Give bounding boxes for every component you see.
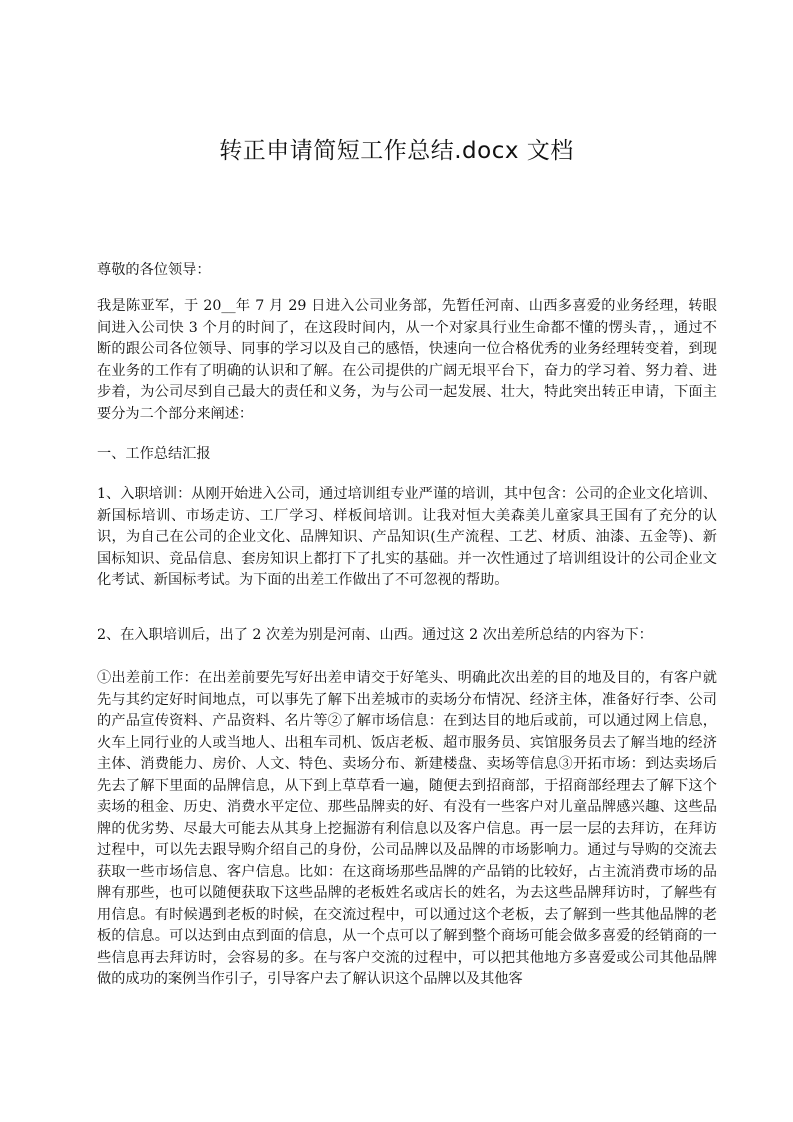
salutation-text: 尊敬的各位领导：	[97, 262, 211, 278]
paragraph-trip-details	[97, 668, 717, 991]
paragraph-intro	[97, 296, 717, 425]
paragraph-training-text: 1、入职培训：从刚开始进入公司，通过培训组专业严谨的培训，其中包含：公司的企业文化培训、新国标培训、市场走访、工厂学习、样板间培训。让我对恒大美森美儿童家具王国有了充分的认识，为自己在公司的企业文化、品牌知识、产品知识(生产流程、工艺、材质、油漆、五金等)、新国标知识、竞品信息、套房知识上都打下了扎实的基础。并一次性通过了培训组设计的公司企业文化考试、新国标考试。为下面的出差工作做出了不可忽视的帮助。	[97, 486, 717, 588]
paragraph-trip-details-text: ①出差前工作：在出差前要先写好出差申请交于好笔头、明确此次出差的目的地及目的，有客户就先与其约定好时间地点，可以事先了解下出差城市的卖场分布情况、经济主体，准备好行李、公司的产品宣传资料、产品资料、名片等②了解市场信息：在到达目的地后或前，可以通过网上信息，火车上同行业的人或当地人、出租车司机、饭店老板、超市服务员、宾馆服务员去了解当地的经济主体、消费能力、房价、人文、特色、卖场分布、新建楼盘、卖场等信息③开拓市场：到达卖场后先去了解下里面的品牌信息，从下到上草草看一遍，随便去到招商部，于招商部经理去了解下这个卖场的租金、历史、消费水平定位、那些品牌卖的好、有没有一些客户对儿童品牌感兴趣、这些品牌的优劣势、尽最大可能去从其身上挖掘游有利信息以及客户信息。再一层一层的去拜访，在拜访过程中，可以先去跟导购介绍自己的身份，公司品牌以及品牌的市场影响力。通过与导购的交流去获取一些市场信息、客户信息。比如：在这商场那些品牌的产品销的比较好，占主流消费市场的品牌有那些，也可以随便获取下这些品牌的老板姓名或店长的姓名，为去这些品牌拜访时，了解些有用信息。有时候遇到老板的时候，在交流过程中，可以通过这个老板，去了解到一些其他品牌的老板的信息。可以达到由点到面的信息，从一个点可以了解到整个商场可能会做多喜爱的经销商的一些信息再去拜访时，会容易的多。在与客户交流的过程中，可以把其他地方多喜爱或公司其他品牌做的成功的案例当作引子，引导客户去了解认识这个品牌以及其他客	[97, 670, 717, 987]
paragraph-trips	[97, 625, 717, 647]
section-heading-text: 一、工作总结汇报	[97, 446, 211, 462]
paragraph-trips-text: 2、在入职培训后，出了 2 次差为别是河南、山西。通过这 2 次出差所总结的内容为下：	[97, 627, 653, 643]
paragraph-training	[97, 484, 717, 592]
salutation	[97, 260, 717, 282]
section-heading	[97, 444, 717, 466]
paragraph-intro-text: 我是陈亚军，于 20__年 7 月 29 日进入公司业务部，先暂任河南、山西多喜爱的业务经理，转眼间进入公司快 3 个月的时间了，在这段时间内，从一个对家具行业生命都不懂的愣头青，，通过不断的跟公司各位领导、同事的学习以及自己的感悟，快速向一位合格优秀的业务经理转变着，到现在业务的工作有了明确的认识和了解。在公司提供的广阔无垠平台下，奋力的学习着、努力着、进步着，为公司尽到自己最大的责任和义务，为与公司一起发展、壮大，特此突出转正申请，下面主要分为二个部分来阐述：	[97, 298, 717, 422]
document-title: 转正申请简短工作总结.docx 文档	[219, 138, 574, 164]
